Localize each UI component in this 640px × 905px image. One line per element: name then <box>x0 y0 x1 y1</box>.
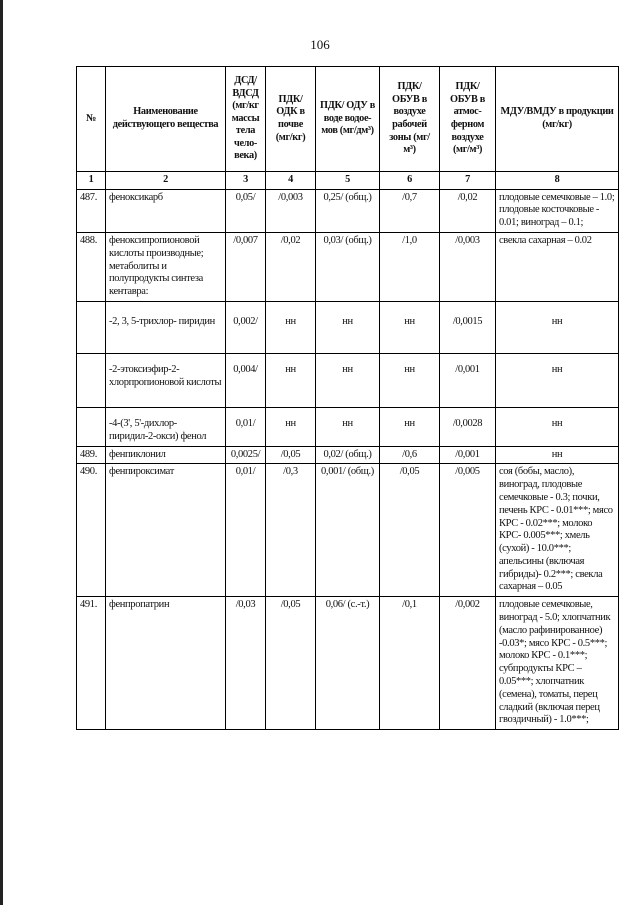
substance-name: -2, 3, 5-трихлор- пиридин <box>106 301 226 353</box>
atm-value: /0,001 <box>440 353 496 407</box>
atm-value: /0,02 <box>440 189 496 232</box>
row-number: 489. <box>77 446 106 464</box>
water-value: нн <box>316 301 380 353</box>
substance-name: -2-этоксиэфир-2- хлорпропионовой кислоты <box>106 353 226 407</box>
atm-value: /0,001 <box>440 446 496 464</box>
substance-name: феноксипропионовой кислоты производные; метаболиты и полупродукты синтеза кентавра: <box>106 232 226 301</box>
workzone-value: нн <box>380 353 440 407</box>
water-value: 0,06/ (с.-т.) <box>316 597 380 730</box>
workzone-value: /0,7 <box>380 189 440 232</box>
scan-edge <box>0 0 3 905</box>
col-number: 2 <box>106 172 226 190</box>
soil-value: нн <box>266 353 316 407</box>
water-value: нн <box>316 407 380 446</box>
table-row <box>77 446 619 464</box>
atm-value: /0,002 <box>440 597 496 730</box>
col-number: 8 <box>496 172 619 190</box>
table-row <box>77 232 619 301</box>
mdu-value: нн <box>496 446 619 464</box>
row-number-empty <box>77 407 106 446</box>
soil-value: нн <box>266 407 316 446</box>
workzone-value: /0,05 <box>380 464 440 597</box>
soil-value: /0,02 <box>266 232 316 301</box>
water-value: 0,001/ (общ.) <box>316 464 380 597</box>
header-pdk-water: ПДК/ ОДУ в воде водое- мов (мг/дм³) <box>316 67 380 172</box>
soil-value: нн <box>266 301 316 353</box>
row-number: 490. <box>77 464 106 597</box>
substance-name: фенпропатрин <box>106 597 226 730</box>
soil-value: /0,05 <box>266 446 316 464</box>
row-number: 487. <box>77 189 106 232</box>
atm-value: /0,003 <box>440 232 496 301</box>
workzone-value: /1,0 <box>380 232 440 301</box>
dsd-value: 0,01/ <box>226 464 266 597</box>
col-number: 1 <box>77 172 106 190</box>
col-number: 6 <box>380 172 440 190</box>
workzone-value: нн <box>380 301 440 353</box>
header-num: № <box>77 67 106 172</box>
substance-name: феноксикарб <box>106 189 226 232</box>
table-subrow <box>77 353 619 407</box>
dsd-value: 0,05/ <box>226 189 266 232</box>
header-pdk-soil: ПДК/ ОДК в почве (мг/кг) <box>266 67 316 172</box>
mdu-value: нн <box>496 353 619 407</box>
header-row <box>77 67 619 172</box>
row-number-empty <box>77 301 106 353</box>
column-number-row <box>77 172 619 190</box>
substance-name: фенпиклонил <box>106 446 226 464</box>
table-row <box>77 464 619 597</box>
mdu-value: плодовые семечковые – 1.0; плодовые косточковые - 0.01; виноград – 0.1; <box>496 189 619 232</box>
col-number: 3 <box>226 172 266 190</box>
col-number: 7 <box>440 172 496 190</box>
header-mdu: МДУ/ВМДУ в продукции (мг/кг) <box>496 67 619 172</box>
soil-value: /0,05 <box>266 597 316 730</box>
col-number: 5 <box>316 172 380 190</box>
water-value: 0,25/ (общ.) <box>316 189 380 232</box>
water-value: 0,03/ (общ.) <box>316 232 380 301</box>
header-name: Наименование действующего вещества <box>106 67 226 172</box>
soil-value: /0,3 <box>266 464 316 597</box>
dsd-value: /0,007 <box>226 232 266 301</box>
mdu-value: свекла сахарная – 0.02 <box>496 232 619 301</box>
table-row <box>77 597 619 730</box>
table-subrow <box>77 301 619 353</box>
workzone-value: /0,1 <box>380 597 440 730</box>
row-number: 488. <box>77 232 106 301</box>
header-pdk-atm: ПДК/ ОБУВ в атмос- ферном воздухе (мг/м³) <box>440 67 496 172</box>
mdu-value: соя (бобы, масло), виноград, плодовые семечковые - 0.3; почки, печень КРС - 0.01***; мясо КРС - 0.02***; молоко КРС- 0.005***; хмель (сухой) - 10.0***; апельсины (включая гибриды)- 0.2***; свекла сахарная – 0.05 <box>496 464 619 597</box>
header-dsd: ДСД/ ВДСД (мг/кг массы тела чело- века) <box>226 67 266 172</box>
table-row <box>77 189 619 232</box>
page-number: 106 <box>310 37 330 52</box>
workzone-value: /0,6 <box>380 446 440 464</box>
atm-value: /0,005 <box>440 464 496 597</box>
water-value: 0,02/ (общ.) <box>316 446 380 464</box>
dsd-value: 0,0025/ <box>226 446 266 464</box>
atm-value: /0,0015 <box>440 301 496 353</box>
substance-name: фенпироксимат <box>106 464 226 597</box>
row-number: 491. <box>77 597 106 730</box>
col-number: 4 <box>266 172 316 190</box>
mdu-value: нн <box>496 301 619 353</box>
dsd-value: 0,004/ <box>226 353 266 407</box>
workzone-value: нн <box>380 407 440 446</box>
soil-value: /0,003 <box>266 189 316 232</box>
dsd-value: 0,01/ <box>226 407 266 446</box>
regulation-table <box>76 66 619 730</box>
row-number-empty <box>77 353 106 407</box>
atm-value: /0,0028 <box>440 407 496 446</box>
header-pdk-work: ПДК/ ОБУВ в воздухе рабочей зоны (мг/м³) <box>380 67 440 172</box>
mdu-value: плодовые семечковые, виноград - 5.0; хлопчатник (масло рафинированное) -0.03*; мясо КРС - 0.5***; молоко КРС - 0.1***; субпродукты КРС – 0.05***; хлопчатник (семена), томаты, перец сладкий (включая перец гвоздичный) - 1.0***; <box>496 597 619 730</box>
dsd-value: /0,03 <box>226 597 266 730</box>
table-subrow <box>77 407 619 446</box>
dsd-value: 0,002/ <box>226 301 266 353</box>
substance-name: -4-(3', 5'-дихлор- пиридил-2-окси) фенол <box>106 407 226 446</box>
mdu-value: нн <box>496 407 619 446</box>
water-value: нн <box>316 353 380 407</box>
